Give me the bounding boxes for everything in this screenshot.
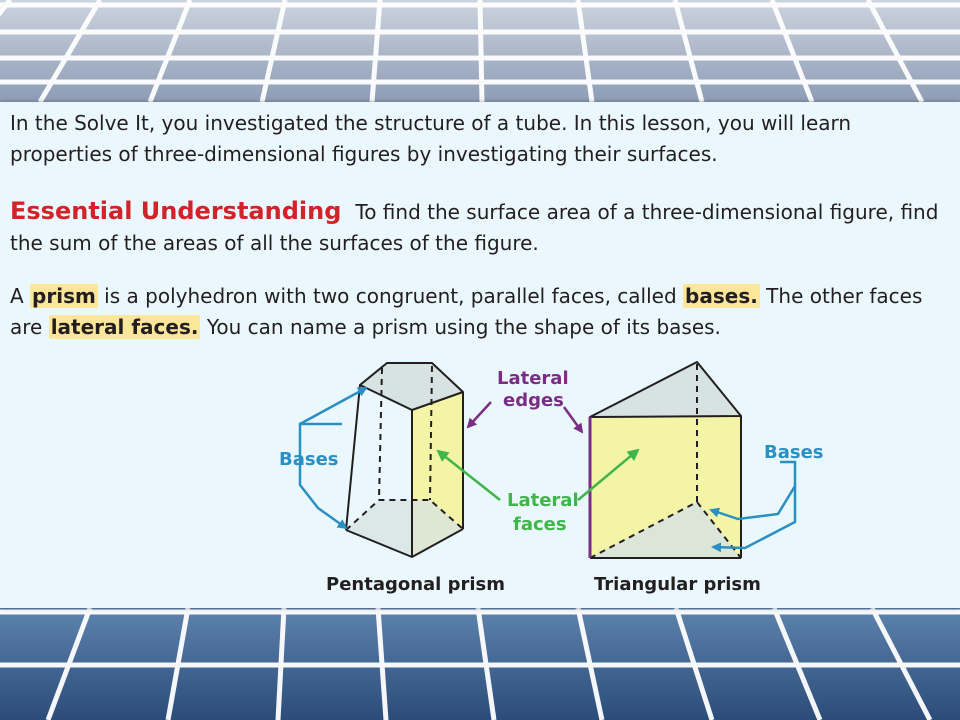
prism-figure — [0, 102, 960, 608]
prism-def-text-2: is a polyhedron with two congruent, parallel faces, called — [97, 284, 684, 308]
term-lateral-faces: lateral faces. — [50, 315, 199, 339]
label-lateral-edges-line1: Lateral — [497, 368, 569, 389]
label-bases-left: Bases — [279, 449, 339, 470]
caption-pentagonal-prism: Pentagonal prism — [326, 574, 506, 595]
essential-understanding-title: Essential Understanding — [10, 197, 342, 225]
label-lateral-faces-line1: Lateral — [507, 490, 579, 511]
essential-understanding-text: To find the surface area of a three-dimensional figure, find the sum of the areas of all the surfaces of the figure. — [10, 200, 939, 255]
lesson-panel — [0, 102, 960, 608]
caption-triangular-prism: Triangular prism — [594, 574, 761, 595]
intro-paragraph: In the Solve It, you investigated the structure of a tube. In this lesson, you will learn properties of three-dimensional figures by investigating their surfaces. — [10, 111, 852, 166]
term-bases: bases. — [685, 284, 758, 308]
label-bases-right: Bases — [764, 442, 824, 463]
pentagonal-prism — [346, 363, 463, 557]
prism-def-text-3: The other faces are — [10, 284, 923, 339]
term-prism: prism — [32, 284, 96, 308]
prism-def-text-4: You can name a prism using the shape of its bases. — [200, 315, 721, 339]
label-lateral-faces-line2: faces — [513, 514, 567, 535]
triangular-prism — [590, 362, 741, 558]
prism-def-text-1: A — [10, 284, 31, 308]
label-lateral-edges-line2: edges — [503, 390, 564, 411]
